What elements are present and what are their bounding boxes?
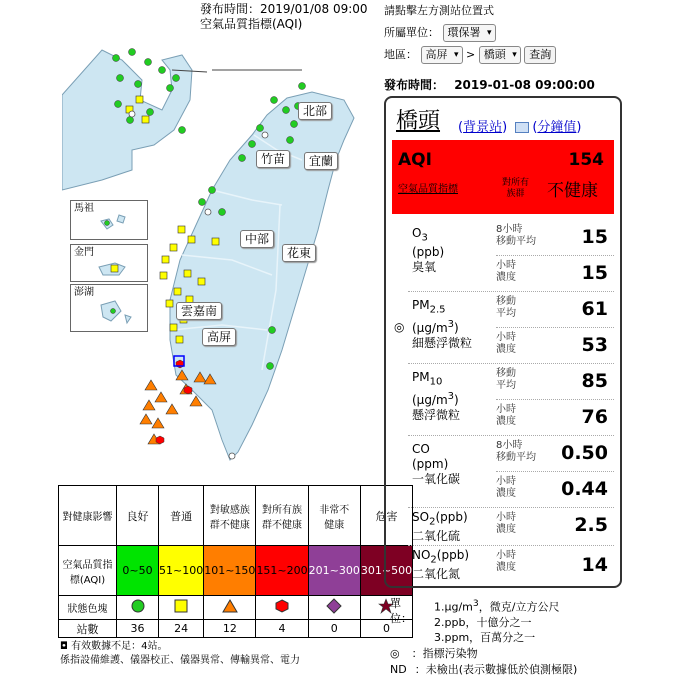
legend-count: 36 [117,620,159,638]
legend-category: 對敏感族群不健康 [204,486,256,546]
station-marker [299,83,306,90]
pollutant-avg-value: 61 [581,298,608,320]
station-marker [140,414,152,424]
station-marker [267,363,274,370]
pollutant-subscript: 3 [421,232,428,244]
hourly-label [496,550,516,574]
station-marker [257,125,264,132]
station-marker [147,109,154,116]
link-paren: ) [576,120,582,135]
unit-line [434,596,559,615]
agency-row [384,24,496,42]
aqi-status-box [392,140,614,214]
pollutant-unit: (ppm) [412,457,449,471]
legend-range: 101~150 [204,546,256,596]
pollutant-unit: (μg/m [412,393,448,408]
legend-range: 0~50 [117,546,159,596]
station-marker [129,49,136,56]
minute-values-link[interactable]: 分鐘值 [537,120,577,135]
avg-label [496,440,536,464]
inset-label: 澎湖 [74,287,94,298]
station-marker [249,141,256,148]
station-marker [156,436,164,444]
station-marker [170,244,177,251]
pollutant-avg-value: 15 [581,226,608,248]
pollutant-name [412,298,472,351]
legend-count: 0 [360,620,412,638]
aqi-group-line: 族群 [506,189,525,199]
legend-range: 151~200 [256,546,308,596]
station-select[interactable] [479,46,521,64]
pollutant-unit: ) [454,393,459,408]
no-data-marker [229,453,235,459]
pollutant-unit: (ppb) [412,245,445,260]
legend-range: 301~500 [360,546,412,596]
station-marker [287,137,294,144]
legend-shape-cell [256,596,308,620]
pollutant-symbol: SO [412,510,430,524]
station-name: 橋頭 [396,109,441,134]
unit-superscript: 3 [447,391,455,403]
region-button-kaoping[interactable]: 高屏 [202,328,236,346]
legend-row-label-shape: 狀態色塊 [59,596,117,620]
station-marker [167,85,174,92]
station-marker [166,300,173,307]
station-marker [174,288,181,295]
station-marker [239,155,246,162]
row-divider [496,471,614,472]
publish-time-value: 2019-01-08 09:00:00 [454,78,595,92]
station-marker [159,67,166,74]
aqi-legend-table [58,485,413,638]
hourly-label-line: 濃度 [496,416,516,427]
aqi-status-text: 不健康 [547,181,598,201]
unit-superscript: 3 [472,598,479,609]
station-marker [143,400,155,410]
avg-label-line: 平均 [496,308,516,319]
pollutant-chinese-name: 臭氧 [412,260,437,275]
inset-label: 金門 [74,247,94,258]
station-marker [113,55,120,62]
pollutant-hourly-value: 2.5 [574,514,608,536]
maintenance-note: 係指設備維護、儀器校正、儀器異常、傳輸異常、電力 [60,655,300,666]
station-marker [160,272,167,279]
pollutant-symbol: NO [412,548,431,562]
hourly-label-line: 濃度 [496,344,516,355]
avg-label [496,296,516,320]
pollutant-subscript: 2.5 [429,304,446,316]
aqi-label: AQI [398,150,432,170]
nd-label: ND [390,663,407,676]
publish-time-label: 發布時間： [384,78,445,92]
station-marker [209,187,216,194]
station-marker [136,96,143,103]
footer-line [390,646,577,662]
region-label: 地區： [384,48,417,61]
station-marker [166,404,178,414]
region-button-north[interactable]: 北部 [298,102,332,120]
footer-text: ：未檢出(表示數據低於偵測極限) [414,663,578,676]
hourly-label-line: 小時 [496,512,516,523]
pollutant-symbol: CO [412,442,430,456]
hourly-label-line: 濃度 [496,562,516,573]
pollutant-hourly-value: 15 [581,262,608,284]
aqi-value: 154 [568,150,604,170]
avg-label-line: 移動 [496,296,516,307]
legend-category: 非常不健康 [308,486,360,546]
legend-category: 良好 [117,486,159,546]
taiwan-map[interactable] [62,40,372,480]
station-select-value: 橋頭 [483,48,506,61]
station-marker [135,81,142,88]
station-marker [291,121,298,128]
station-marker [176,336,183,343]
no-data-marker [129,111,135,117]
hourly-label [496,476,516,500]
station-marker [188,236,195,243]
link-paren: ( [532,120,538,135]
pollutant-chinese-name: 二氧化氮 [412,567,461,582]
legend-category: 危害 [360,486,412,546]
station-marker [162,256,169,263]
hourly-label-line: 小時 [496,404,516,415]
pollutant-symbol: O [412,226,422,240]
hexagon-icon [274,598,290,614]
station-marker [184,270,191,277]
region-button-huatung[interactable]: 花東 [282,244,316,262]
chevron-down-icon: ▾ [512,50,517,60]
pollutant-name [412,510,468,544]
avg-label-line: 移動 [496,368,516,379]
avg-label-line: 8小時 [496,440,523,451]
pollutant-hourly-value: 76 [581,406,608,428]
station-marker [170,324,177,331]
region-button-yunchianan[interactable]: 雲嘉南 [176,302,222,320]
station-marker [219,209,226,216]
legend-shape-cell [117,596,159,620]
circle-icon [130,598,146,614]
pollutant-subscript: 2 [429,516,436,528]
legend-header-label: 對健康影響 [59,486,117,546]
row-divider [496,327,614,328]
indicator-pollutant-icon: ◎ [390,647,400,660]
no-data-marker [205,209,211,215]
pollutant-unit: (ppb) [436,548,470,562]
station-marker [173,75,180,82]
station-marker [199,199,206,206]
pollutant-hourly-value: 14 [581,554,608,576]
station-marker [178,226,185,233]
agency-select[interactable] [443,24,496,42]
station-marker [152,418,164,428]
unit-line: 2.ppb，十億分之一 [434,615,532,629]
station-links [458,116,581,135]
hourly-label-line: 小時 [496,550,516,561]
pollutant-avg-value: 85 [581,370,608,392]
aqi-group-label [502,178,529,200]
chevron-down-icon: ▾ [453,50,459,60]
legend-count: 24 [159,620,204,638]
footer-notes [390,646,577,678]
inset-kinmen[interactable] [70,244,148,282]
publish-time-text: 發布時間：2019/01/08 09:00 [200,2,368,16]
chevron-down-icon: ▾ [486,28,492,38]
pollutant-hourly-value: 0.44 [561,478,608,500]
inset-matsu[interactable] [70,200,148,240]
query-button[interactable]: 查詢 [524,46,556,64]
kinmen-shape [71,245,149,283]
link-paren: ) [502,120,508,135]
pollutant-row-so2 [408,508,614,546]
pollutant-subscript: 10 [429,376,443,388]
pollutant-name [412,226,444,275]
station-marker [179,127,186,134]
avg-label [496,368,516,392]
station-detail-panel [384,96,622,588]
pollutant-unit: (μg/m [412,321,448,336]
station-marker [184,386,192,394]
legend-row-label-aqi: 空氣品質指標(AQI) [59,546,117,596]
legend-range: 201~300 [308,546,360,596]
aqi-title: 空氣品質指標(AQI) [200,17,303,31]
footer-line [390,662,577,678]
no-data-marker [262,132,268,138]
hourly-label [496,404,516,428]
station-marker [145,59,152,66]
map-header [200,2,368,32]
region-select[interactable] [421,46,463,64]
legend-shape-cell [159,596,204,620]
hourly-label-line: 濃度 [496,488,516,499]
row-divider [496,255,614,256]
diamond-icon [326,598,342,614]
avg-label-line: 移動平均 [496,236,536,247]
avg-label-line: 移動平均 [496,452,536,463]
pollutant-chinese-name: 二氧化硫 [412,529,461,544]
station-marker [212,238,219,245]
station-marker [271,97,278,104]
triangle-icon [222,598,238,614]
avg-label-line: 平均 [496,380,516,391]
pollutant-name [412,370,460,423]
pollutant-chinese-name: 懸浮微粒 [412,408,461,423]
station-marker [269,327,276,334]
region-button-central[interactable]: 中部 [240,230,274,248]
hourly-label-line: 濃度 [496,524,516,535]
link-paren: ( [458,120,464,135]
unit-line: 3.ppm，百萬分之一 [434,630,536,644]
hourly-label [496,332,516,356]
legend-shape-cell [308,596,360,620]
avg-label-line: 8小時 [496,224,523,235]
region-button-yilan[interactable]: 宜蘭 [304,152,338,170]
station-marker [198,278,205,285]
legend-row-label-count: 站數 [59,620,117,638]
pollutant-row-no2 [408,546,614,586]
station-marker [115,101,122,108]
aqi-sub-link[interactable]: 空氣品質指標 [398,184,458,195]
unit-superscript: 3 [447,319,455,331]
pollutant-subscript: 2 [430,554,437,566]
matsu-shape [71,201,149,241]
units-list [434,596,559,645]
pollutant-unit: ) [454,321,459,336]
legend-shape-cell [204,596,256,620]
chart-icon[interactable] [515,122,529,133]
units-label: 單位： [390,597,412,625]
pollutant-chinese-name: 細懸浮微粒 [412,336,473,351]
hourly-label [496,260,516,284]
insufficient-data-note: ◘ 有效數據不足：4站。 [60,641,168,652]
station-marker [145,380,157,390]
region-select-value: 高屏 [425,48,448,61]
hourly-label-line: 小時 [496,332,516,343]
background-station-link[interactable]: 背景站 [463,120,503,135]
inset-penghu[interactable] [70,284,148,332]
station-marker [117,75,124,82]
station-marker [142,116,149,123]
pollutant-name [412,548,469,582]
legend-range: 51~100 [159,546,204,596]
station-marker [127,117,134,124]
hourly-label-line: 小時 [496,260,516,271]
aqi-group-line: 對所有 [502,178,530,188]
pollutant-avg-value: 0.50 [561,442,608,464]
hourly-label [496,512,516,536]
pollutant-row-pm25 [408,292,614,364]
station-marker [155,392,167,402]
pollutant-chinese-name: 一氧化碳 [412,472,461,486]
footer-text: ：指標污染物 [411,647,478,660]
station-marker [176,360,184,368]
legend-category: 對所有族群不健康 [256,486,308,546]
pollutant-row-pm10 [408,364,614,436]
row-divider [496,399,614,400]
instruction-text: 請點擊左方測站位置式 [384,4,494,17]
square-icon [173,598,189,614]
legend-count: 4 [256,620,308,638]
indicator-pollutant-icon: ◎ [394,320,405,334]
penghu-shape [71,285,149,333]
pollutant-hourly-value: 53 [581,334,608,356]
agency-select-value: 環保署 [447,26,481,39]
legend-notes [60,640,300,668]
region-row [384,46,556,64]
legend-category: 普通 [159,486,204,546]
region-button-hsinchu-miaoli[interactable]: 竹苗 [256,150,290,168]
arrow-separator: > [466,48,476,61]
unit-text: ，微克/立方公尺 [478,600,560,614]
agency-label: 所屬單位： [384,26,439,39]
pollutant-row-o3 [408,220,614,292]
pollutant-symbol: PM [412,370,430,384]
inset-label: 馬祖 [74,203,94,214]
pollutant-symbol: PM [412,298,430,312]
hourly-label-line: 濃度 [496,272,516,283]
avg-label [496,224,536,248]
station-marker [283,107,290,114]
legend-count: 0 [308,620,360,638]
legend-count: 12 [204,620,256,638]
pollutant-row-co [408,436,614,508]
pollutant-unit: (ppb) [435,510,468,524]
unit-text: 1.μg/m [434,600,473,614]
publish-time-row [384,76,595,93]
pollutant-name [412,442,460,487]
hourly-label-line: 小時 [496,476,516,487]
